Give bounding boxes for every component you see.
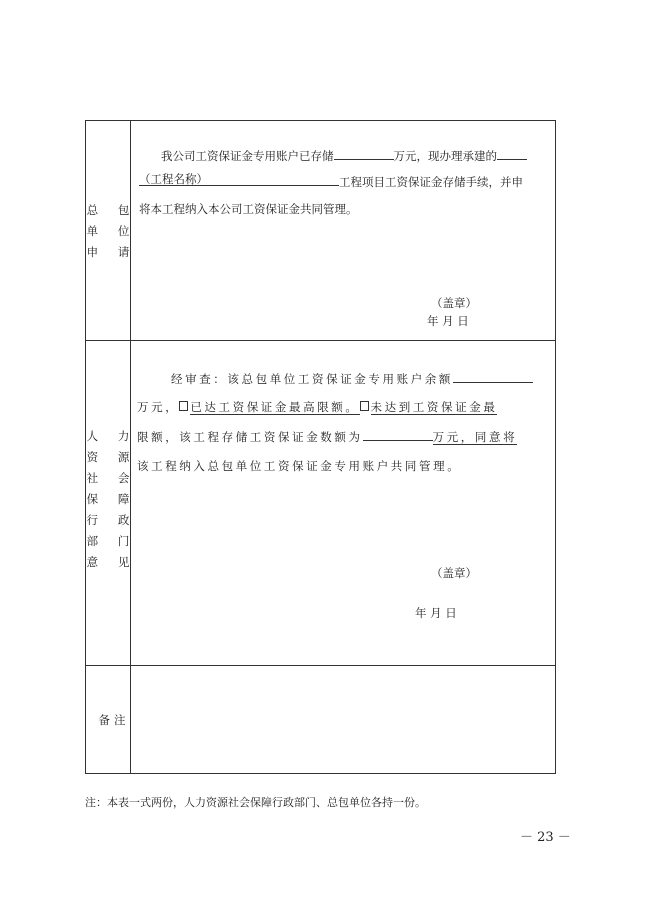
application-line-2 <box>139 173 523 190</box>
opinion-text: 限额，该工程存储工资保证金数额为 <box>137 430 363 444</box>
opinion-line-4: 该工程纳入总包单位工资保证金专用账户共同管理。 <box>137 459 462 473</box>
option-limit-not-reached-text: 未达到工资保证金最 <box>370 400 498 414</box>
label-line: 社 会 <box>86 470 138 485</box>
label-line: 单 位 <box>86 223 138 238</box>
contractor-application-cell <box>131 121 555 339</box>
application-line-3: 将本工程纳入本公司工资保证金共同管理。 <box>139 202 358 216</box>
opinion-line-1 <box>171 370 533 387</box>
label-line: 人 力 <box>86 428 138 443</box>
date-label: 年 月 日 <box>427 314 469 328</box>
project-blank[interactable] <box>497 147 527 160</box>
project-name-blank[interactable] <box>139 173 339 186</box>
label-line: 部 门 <box>86 533 138 548</box>
balance-amount-blank[interactable] <box>453 370 533 383</box>
date-label: 年 月 日 <box>415 606 457 620</box>
application-line-1 <box>161 147 527 164</box>
opinion-line-2 <box>137 399 497 415</box>
remarks-label <box>86 666 130 774</box>
stamp-label: （盖章） <box>431 566 477 580</box>
application-text: 我公司工资保证金专用账户已存储 <box>161 149 334 163</box>
contractor-application-label <box>86 191 138 271</box>
hrss-opinion-cell <box>131 341 555 665</box>
page-number: － 23 － <box>520 830 571 845</box>
project-deposit-blank[interactable] <box>363 428 433 441</box>
label-line: 保 障 <box>86 491 138 506</box>
remarks-label-text: 备注 <box>98 712 130 727</box>
stamp-label: （盖章） <box>431 296 477 310</box>
label-line: 申 请 <box>86 244 138 259</box>
project-name-placeholder: （工程名称） <box>139 172 208 186</box>
label-line: 行 政 <box>86 512 138 527</box>
opinion-text: 万元，同意将 <box>432 430 518 444</box>
remarks-cell[interactable] <box>131 666 555 774</box>
label-line: 资 源 <box>86 449 138 464</box>
deposit-amount-blank[interactable] <box>334 147 394 160</box>
checkbox-limit-reached[interactable] <box>179 401 188 411</box>
opinion-line-3 <box>137 428 517 445</box>
option-limit-reached-text: 已达工资保证金最高限额。 <box>190 400 360 414</box>
opinion-text: 经审查：该总包单位工资保证金专用账户余额 <box>171 372 453 386</box>
checkbox-limit-not-reached[interactable] <box>360 401 369 411</box>
application-form-table <box>85 120 556 774</box>
footer-note: 注：本表一式两份，人力资源社会保障行政部门、总包单位各持一份。 <box>85 796 426 809</box>
label-line: 总 包 <box>86 202 138 217</box>
label-line: 意 见 <box>86 554 138 569</box>
application-text: 工程项目工资保证金存储手续，并申 <box>339 175 523 189</box>
hrss-opinion-label <box>86 421 138 577</box>
application-text: 万元，现办理承建的 <box>393 149 497 163</box>
opinion-text: 万元， <box>137 400 180 414</box>
